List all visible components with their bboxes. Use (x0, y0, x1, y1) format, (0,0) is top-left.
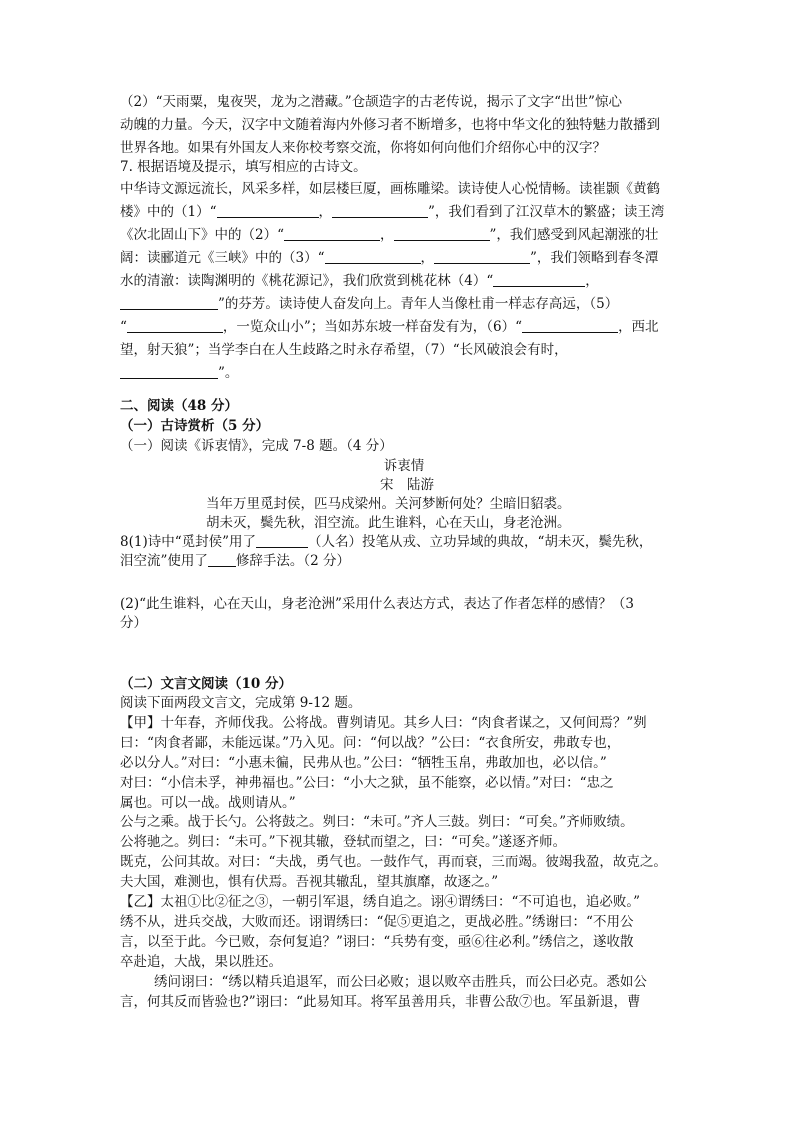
poem-author: 宋 陆游 (380, 477, 434, 493)
question-text: ，一览众山小”；当如苏东坡一样奋发有为，（6）“ (222, 319, 523, 335)
passage-line: 公将驰之。刿曰：“未可。”下视其辙，登轼而望之，曰：“可矣。”遂逐齐师。 (120, 834, 567, 850)
question-text: 修辞手法。（2 分） (235, 553, 351, 569)
question-8-part-1-cont (120, 552, 350, 571)
question-text: ”，我们看到了江汉草木的繁盛；读王湾 (428, 204, 665, 220)
poem-title: 诉衷情 (383, 458, 425, 474)
question-line (120, 249, 658, 268)
question-text: 阔：读郦道元《三峡》中的（3）“ (120, 250, 325, 266)
question-text: 《次北固山下》中的（2）“ (120, 227, 284, 243)
answer-blank[interactable] (434, 249, 530, 264)
question-text: ，西北 (618, 319, 659, 335)
answer-blank[interactable] (493, 272, 585, 287)
poetry-instruction: （一）阅读《诉衷情》，完成 7-8 题。（4 分） (120, 438, 393, 454)
question-line: 望，射天狼”；当学李白在人生歧路之时永存希望，（7）“长风破浪会有时， (120, 342, 568, 358)
question-line (120, 364, 238, 383)
answer-blank[interactable] (120, 364, 218, 379)
question-text: ， (585, 273, 599, 289)
question-text: 泪空流”使用了 (120, 553, 208, 569)
passage-line: 对曰：“小信未孚，神弗福也。”公曰：“小大之狱，虽不能察，必以情。”对曰：“忠之 (120, 775, 614, 791)
passage-line: 卒赴追，大战，果以胜还。 (120, 954, 282, 970)
answer-blank[interactable] (522, 318, 618, 333)
question-8-part-2: (2)“此生谁料，心在天山，身老沧洲”采用什么表达方式，表达了作者怎样的感情？（3 (120, 596, 635, 612)
question-line (120, 203, 664, 222)
answer-blank[interactable] (332, 203, 428, 218)
subsection-title-classical: （二）文言文阅读（10 分） (120, 676, 292, 692)
question-text: 楼》中的（1）“ (120, 204, 217, 220)
passage-line: 言，以至于此。今已败，奈何复追？”诩曰：“兵势有变，亟⑥往必利。”绣信之，遂收散 (120, 934, 634, 950)
passage-line: 绣不从，进兵交战，大败而还。诩谓绣曰：“促⑤更追之，更战必胜。”绣谢曰：“不用公 (120, 914, 634, 930)
answer-blank[interactable] (284, 226, 380, 241)
question-text: 8(1)诗中“觅封侯”用了 (120, 534, 257, 550)
question-line: 动魄的力量。今天，汉字中文随着海内外修习者不断增多，也将中华文化的独特魅力散播到 (120, 117, 660, 133)
poem-line-1: 当年万里觅封侯，匹马戍梁州。关河梦断何处？尘暗旧貂裘。 (206, 496, 571, 512)
passage-line: 既克，公问其故。对曰：“夫战，勇气也。一鼓作气，再而衰，三而竭。彼竭我盈，故克之。 (120, 854, 667, 870)
question-8-part-2-cont: 分） (120, 615, 147, 631)
answer-blank[interactable] (394, 226, 490, 241)
answer-blank[interactable] (325, 249, 421, 264)
subsection-title-poetry: （一）古诗赏析（5 分） (120, 418, 270, 434)
question-line: 中华诗文源远流长，风采多样，如层楼巨厦，画栋雕梁。读诗使人心悦情畅。读崔颢《黄鹤 (120, 181, 660, 197)
question-line (120, 272, 599, 291)
question-line (120, 295, 618, 314)
passage-line: 夫大国，难测也，惧有伏焉。吾视其辙乱，望其旗靡，故逐之。” (120, 874, 499, 890)
question-text: “ (120, 319, 127, 335)
passage-line: 必以分人。”对曰：“小惠未徧，民弗从也。”公曰：“牺牲玉帛，弗敢加也，必以信。” (120, 755, 607, 771)
question-text: ”。 (218, 365, 239, 381)
section-title-reading: 二、阅读（48 分） (120, 398, 238, 414)
question-text: ， (420, 250, 434, 266)
answer-blank[interactable] (256, 533, 308, 548)
question-text: ”的芬芳。读诗使人奋发向上。青年人当像杜甫一样志存高远，（5） (218, 296, 619, 312)
passage-line: 言，何其反而皆验也?”诩曰：“此易知耳。将军虽善用兵，非曹公敌⑦也。军虽新退，曹 (120, 994, 641, 1010)
passage-line: 公与之乘。战于长勺。公将鼓之。刿曰：“未可。”齐人三鼓。刿曰：“可矣。”齐师败绩。 (120, 814, 634, 830)
passage-line: 属也。可以一战。战则请从。” (120, 795, 296, 811)
question-text: ， (380, 227, 394, 243)
passage-line: 阅读下面两段文言文，完成第 9-12 题。 (120, 695, 362, 711)
passage-line: 绣问诩曰：“绣以精兵追退军，而公曰必败；退以败卒击胜兵，而公曰必克。悉如公 (154, 974, 647, 990)
question-line: 世界各地。如果有外国友人来你校考察交流，你将如何向他们介绍你心中的汉字？ (120, 140, 606, 156)
question-text: ， (318, 204, 332, 220)
question-line (120, 318, 659, 337)
poem-line-2: 胡未灭，鬓先秋，泪空流。此生谁料，心在天山，身老沧洲。 (206, 515, 571, 531)
question-text: ”，我们感受到风起潮涨的壮 (489, 227, 659, 243)
question-line (120, 226, 658, 245)
question-line: （2）“天雨粟，鬼夜哭，龙为之潜藏。”仓颉造字的古老传说，揭示了文字“出世”惊心 (120, 94, 622, 110)
question-text: 水的清澈：读陶渊明的《桃花源记》，我们欣赏到桃花林（4）“ (120, 273, 494, 289)
question-line: 7. 根据语境及提示，填写相应的古诗文。 (120, 159, 367, 175)
question-text: （人名）投笔从戎、立功异域的典故，“胡未灭，鬓先秋， (308, 534, 653, 550)
answer-blank[interactable] (127, 318, 223, 333)
question-8-part-1 (120, 533, 652, 552)
passage-line: 【甲】十年春，齐师伐我。公将战。曹刿请见。其乡人曰：“肉食者谋之，又何间焉？”刿 (120, 715, 647, 731)
question-text: ”，我们领略到春冬潭 (530, 250, 659, 266)
passage-line: 曰：“肉食者鄙，未能远谋。”乃入见。问：“何以战？”公曰：“衣食所安，弗敢专也， (120, 735, 621, 751)
answer-blank[interactable] (217, 203, 319, 218)
answer-blank[interactable] (120, 295, 218, 310)
answer-blank[interactable] (208, 552, 236, 567)
passage-line: 【乙】太祖①比②征之③，一朝引军退，绣自追之。诩④谓绣曰：“不可追也，追必败。” (120, 894, 641, 910)
